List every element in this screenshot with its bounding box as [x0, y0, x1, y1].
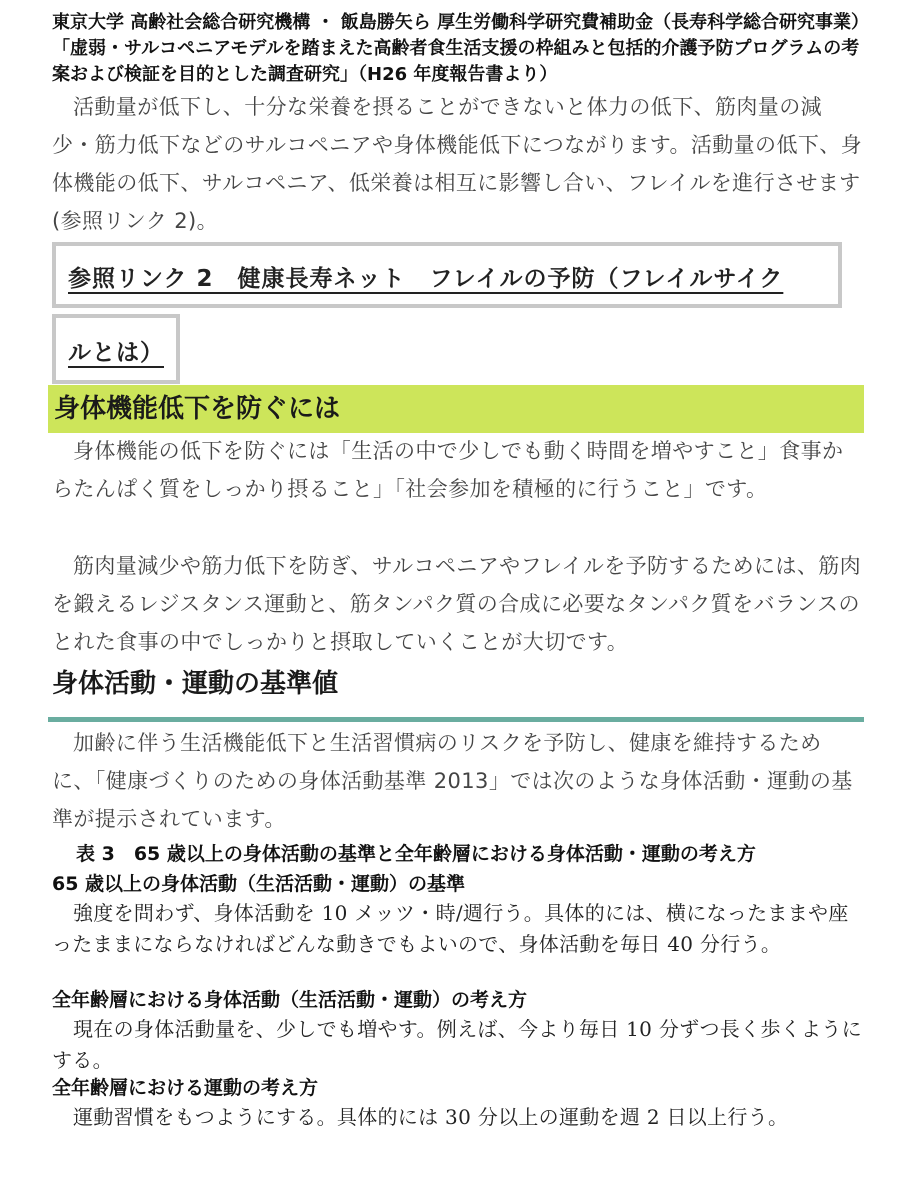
reference-link-box-continued[interactable]	[52, 314, 180, 384]
section-heading-activity-standards: 身体活動・運動の基準値	[52, 669, 339, 699]
section-divider	[48, 717, 864, 722]
table-block3-text: 運動習慣をもつようにする。具体的には 30 分以上の運動を週 2 日以上行う。	[73, 1105, 789, 1129]
reference-link-text-line1[interactable]: 参照リンク 2 健康長寿ネット フレイルの予防（フレイルサイク	[68, 266, 784, 292]
table-block1-text: 強度を問わず、身体活動を 10 メッツ・時/週行う。具体的には、横になったままや座ったままにならなければどんな動きでもよいので、身体活動を毎日 40 分行う。	[52, 901, 849, 956]
section1-paragraph-2: 筋肉量減少や筋力低下を防ぎ、サルコペニアやフレイルを予防するためには、筋肉を鍛えるレジスタンス運動と、筋タンパク質の合成に必要なタンパク質をバランスのとれた食事の中でしっかりと摂取していくことが大切です。	[52, 554, 862, 654]
section-heading-prevent-decline: 身体機能低下を防ぐには	[48, 385, 864, 433]
reference-link-text-line2[interactable]: ルとは）	[68, 340, 164, 366]
table-block3-title: 全年齢層における運動の考え方	[52, 1077, 319, 1099]
section2-paragraph-1: 加齢に伴う生活機能低下と生活習慣病のリスクを予防し、健康を維持するために、「健康づくりのための身体活動基準 2013」では次のような身体活動・運動の基準が提示されています。	[52, 731, 853, 831]
table-block2-text: 現在の身体活動量を、少しでも増やす。例えば、今より毎日 10 分ずつ長く歩くようにする。	[52, 1017, 862, 1072]
table-caption: 表 3 65 歳以上の身体活動の基準と全年齢層における身体活動・運動の考え方	[76, 843, 756, 865]
source-citation: 東京大学 高齢社会総合研究機構 ・ 飯島勝矢ら 厚生労働科学研究費補助金（長寿科学総合研究事業）「虚弱・サルコペニアモデルを踏まえた高齢者食生活支援の枠組みと包括的介護予防プログラムの考案および検証を目的とした調査研究」（H26 年度報告書より）	[52, 12, 861, 85]
table-block2-title: 全年齢層における身体活動（生活活動・運動）の考え方	[52, 989, 528, 1011]
intro-paragraph: 活動量が低下し、十分な栄養を摂ることができないと体力の低下、筋肉量の減少・筋力低下などのサルコペニアや身体機能低下につながります。活動量の低下、身体機能の低下、サルコペニア、低栄養は相互に影響し合い、フレイルを進行させます(参照リンク 2)。	[52, 95, 863, 233]
section1-paragraph-1: 身体機能の低下を防ぐには「生活の中で少しでも動く時間を増やすこと」食事からたんぱく質をしっかり摂ること」「社会参加を積極的に行うこと」です。	[52, 439, 844, 501]
reference-link-box[interactable]	[52, 242, 842, 308]
table-block1-title: 65 歳以上の身体活動（生活活動・運動）の基準	[52, 873, 466, 895]
